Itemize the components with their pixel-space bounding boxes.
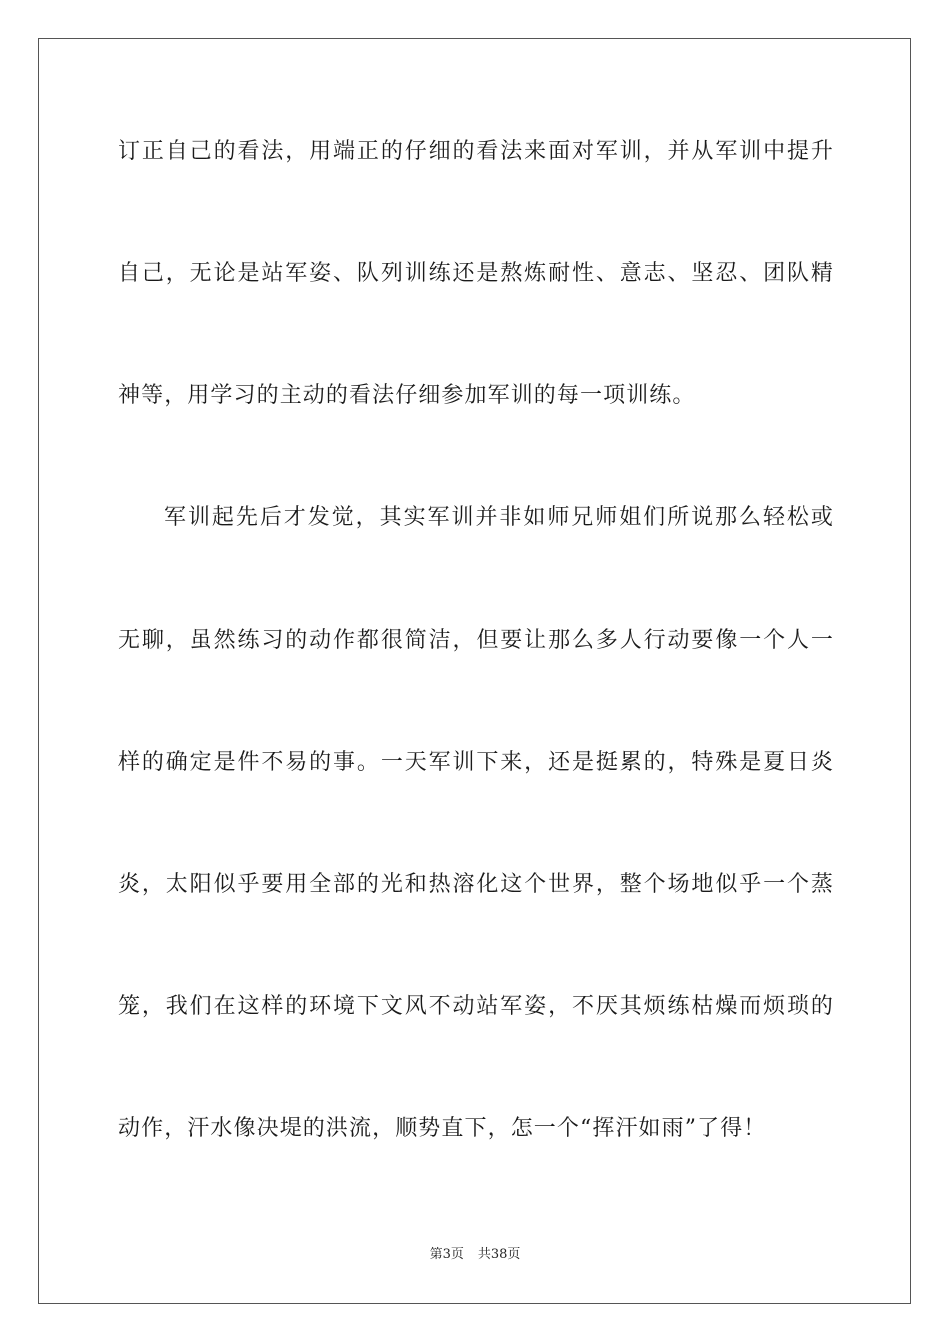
paragraph-line: 订正自己的看法，用端正的仔细的看法来面对军训，并从军训中提升 — [118, 139, 834, 164]
page-number: 第3页 — [429, 1247, 464, 1262]
paragraph-line: 神等，用学习的主动的看法仔细参加军训的每一项训练。 — [118, 383, 696, 408]
paragraph-line: 无聊，虽然练习的动作都很简洁，但要让那么多人行动要像一个人一 — [118, 628, 834, 653]
paragraph-line: 笼，我们在这样的环境下文风不动站军姿，不厌其烦练枯燥而烦琐的 — [118, 994, 834, 1019]
paragraph-line: 军训起先后才发觉，其实军训并非如师兄师姐们所说那么轻松或 — [164, 505, 834, 530]
paragraph-line: 炎，太阳似乎要用全部的光和热溶化这个世界，整个场地似乎一个蒸 — [118, 872, 834, 897]
paragraph-line: 样的确定是件不易的事。一天军训下来，还是挺累的，特殊是夏日炎 — [118, 750, 834, 775]
page-total: 共38页 — [477, 1247, 521, 1262]
paragraph-line: 自己，无论是站军姿、队列训练还是熬炼耐性、意志、坚忍、团队精 — [118, 261, 834, 286]
page-footer — [0, 1246, 950, 1264]
paragraph-line: 动作，汗水像决堤的洪流，顺势直下，怎一个“挥汗如雨”了得！ — [118, 1116, 767, 1141]
